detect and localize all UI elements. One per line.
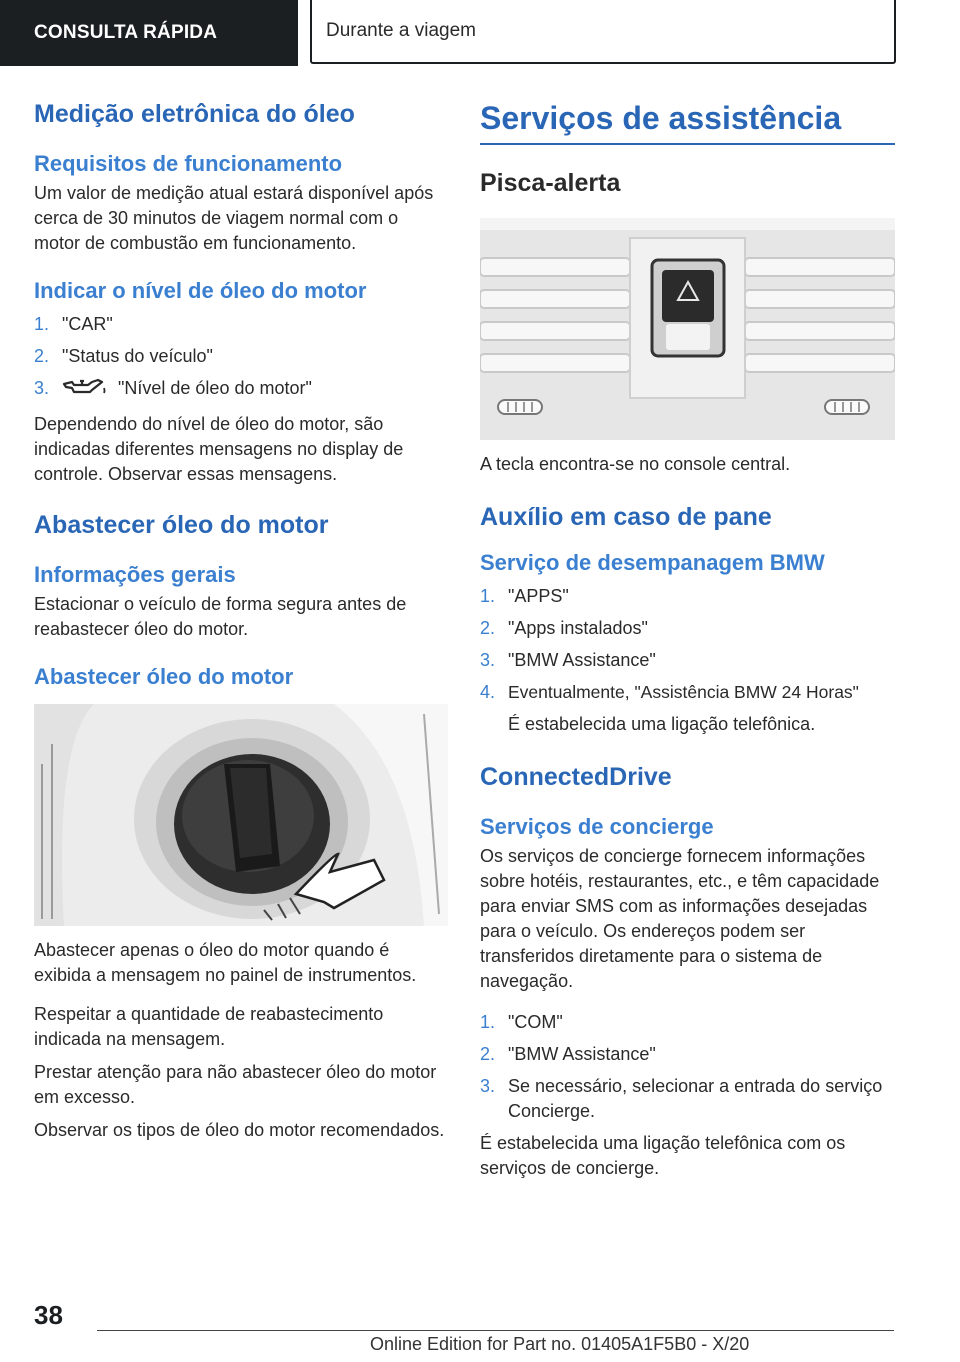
list-item [480,680,895,705]
heading-hazard-warning: Pisca-alerta [480,169,621,197]
left-column [34,100,448,1143]
subheading-show-oil-level: Indicar o nível de óleo do motor [34,278,367,303]
paragraph-concierge: Os serviços de concierge fornecem informações sobre hotéis, restaurantes, etc., e têm capacidade para enviar SMS com as informações desejadas para o veículo. Os endereços podem ser transferidos diretamente para o sistema de navegação. [480,846,880,991]
step-text: "APPS" [508,586,569,606]
step-text: "BMW Assistance" [508,1044,656,1064]
list-item [480,1074,895,1124]
oil-can-icon [62,376,106,405]
step-text: "COM" [508,1012,563,1032]
step-text: "BMW Assistance" [508,650,656,670]
step-number: 3. [480,1076,496,1096]
step-text: Se necessário, selecionar a entrada do serviço Concierge. [508,1076,883,1121]
steps-concierge [480,1010,895,1124]
step-text: "Status do veículo" [62,346,213,366]
step-text: "Nível de óleo do motor" [118,378,312,398]
list-item [34,312,448,337]
step-text: Eventualmente, "Assistência BMW 24 Horas" [508,682,859,702]
step-number: 2. [480,1044,496,1064]
list-item [480,616,895,641]
chapter-tab-label: Durante a viagem [326,20,476,41]
paragraph-concierge-call: É estabelecida uma ligação telefônica com os serviços de concierge. [480,1133,846,1178]
list-item [480,648,895,673]
subheading-general-info: Informações gerais [34,562,236,587]
paragraph-depending: Dependendo do nível de óleo do motor, são indicadas diferentes mensagens no display de controle. Observar essas mensagens. [34,414,404,484]
section-tab-label: CONSULTA RÁPIDA [34,22,218,43]
hazard-button-image [480,218,895,440]
heading-breakdown-help: Auxílio em caso de pane [480,503,772,531]
paragraph-general-info: Estacionar o veículo de forma segura antes de reabastecer óleo do motor. [34,594,407,639]
paragraph-hazard: A tecla encontra-se no console central. [480,454,791,474]
list-item [480,1042,895,1067]
footer-divider [97,1330,894,1331]
heading-connecteddrive: ConnectedDrive [480,763,672,791]
heading-assistance-services: Serviços de assistência [480,100,895,145]
step-text: "Apps instalados" [508,618,648,638]
subheading-concierge: Serviços de concierge [480,814,714,839]
step-number: 4. [480,682,496,702]
paragraph-refill-4: Observar os tipos de óleo do motor recomendados. [34,1120,445,1140]
list-item [480,1010,895,1035]
paragraph-refill-3: Prestar atenção para não abastecer óleo do motor em excesso. [34,1062,437,1107]
subheading-refill-oil: Abastecer óleo do motor [34,664,294,689]
step-text: "CAR" [62,314,113,334]
heading-oil-measurement: Medição eletrônica do óleo [34,100,355,128]
list-item [34,344,448,369]
page-number: 38 [34,1300,63,1330]
step-number: 2. [480,618,496,638]
subheading-requirements: Requisitos de funcionamento [34,151,343,176]
paragraph-call-established: É estabelecida uma ligação telefônica. [508,714,816,734]
steps-show-oil-level [34,312,448,405]
paragraph-refill-2: Respeitar a quantidade de reabastecimento indicada na mensagem. [34,1004,384,1049]
list-item [34,376,448,405]
step-number: 1. [34,314,50,334]
subheading-bmw-breakdown-service: Serviço de desempanagem BMW [480,550,825,575]
step-number: 1. [480,586,496,606]
heading-refill-oil: Abastecer óleo do motor [34,511,329,539]
step-number: 3. [34,378,50,398]
paragraph-requirements: Um valor de medição atual estará disponível após cerca de 30 minutos de viagem normal com o motor de combustão em funcionamento. [34,183,434,253]
chapter-tab [310,0,896,64]
paragraph-refill-1: Abastecer apenas o óleo do motor quando é exibida a mensagem no painel de instrumentos. [34,940,417,985]
right-column [480,100,895,1181]
footer-edition: Online Edition for Part no. 01405A1F5B0 - X/20 [370,1334,750,1354]
page-header [0,0,960,66]
section-tab [0,0,298,66]
steps-breakdown-service [480,584,895,705]
oil-filler-cap-image [34,704,448,926]
step-number: 2. [34,346,50,366]
list-item [480,584,895,609]
step-number: 1. [480,1012,496,1032]
step-number: 3. [480,650,496,670]
